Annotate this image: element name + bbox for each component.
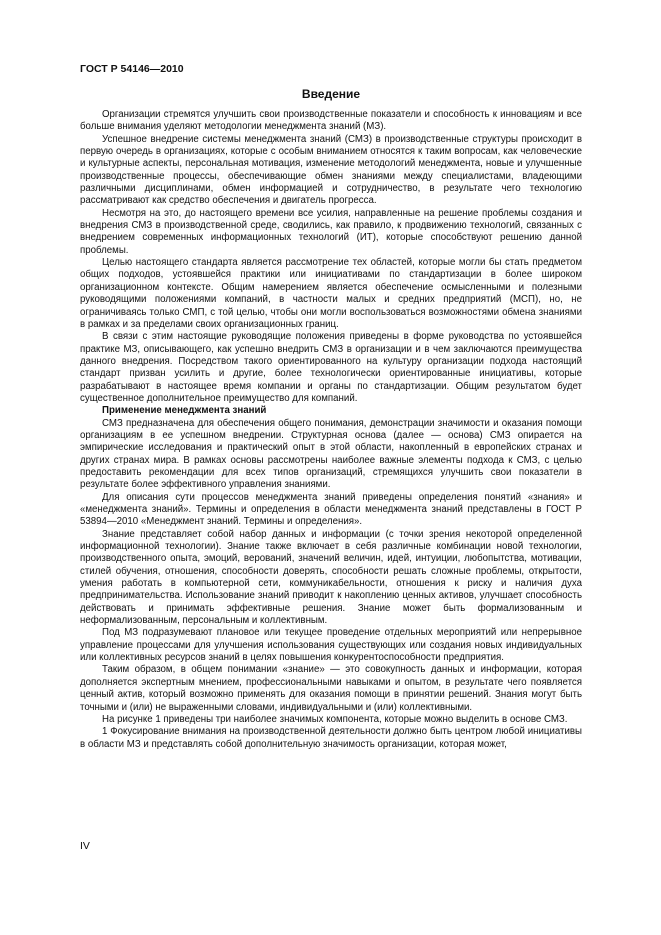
body-text xyxy=(80,109,582,751)
paragraph: Организации стремятся улучшить свои производственные показатели и способность к инновациям и все больше внимания уделяют методологии менеджмента знаний (МЗ). xyxy=(80,109,582,133)
paragraph: В связи с этим настоящие руководящие положения приведены в форме руководства по устоявшейся практике МЗ, описывающего, как успешно внедрить СМЗ в организации и в чем заключаются преимущества данного внедрения. Посредством такого ориентированного на культуру организации подхода настоящий стандарт призван усилить и другие, более технологически ориентированные инициативы, которые разрабатывают в настоящее время компании и органы по стандартизации. Общим результатом будет существенное дополнительное преимущество для компаний. xyxy=(80,331,582,404)
paragraph: На рисунке 1 приведены три наиболее значимых компонента, которые можно выделить в основе СМЗ. xyxy=(102,713,568,725)
paragraph: 1 Фокусирование внимания на производственной деятельности должно быть центром любой инициативы в области МЗ и представлять собой дополнительную значимость организации, которая может, xyxy=(80,726,582,750)
subheading: Применение менеджмента знаний xyxy=(102,405,267,417)
paragraph: Целью настоящего стандарта является рассмотрение тех областей, которые могли бы стать предметом общих подходов, устоявшейся практики или инициативами по стандартизации в более широком организационном контексте. Общим намерением является обеспечение осмысленными и полезными руководящими положениями компаний, в частности малых и средних предприятий (МСП), но, не ограничиваясь только СМП, с той целью, чтобы они могли воспользоваться возможностями обмена знаниями в рамках и за пределами своих организационных границ. xyxy=(80,257,582,330)
section-title: Введение xyxy=(301,87,361,101)
paragraph: Таким образом, в общем понимании «знание» — это совокупность данных и информации, которая дополняется экспертным мнением, профессиональными навыками и опытом, в результате чего появляется ценный актив, который возможно применять для оказания помощи в принятии решений. Знания могут быть точными и (или) не выраженными словами, индивидуальными и (или) коллективными. xyxy=(80,664,582,713)
paragraph: Знание представляет собой набор данных и информации (с точки зрения некоторой определенной информационной технологии). Знание также включает в себя различные комбинации новой технологии, производственного опыта, эмоций, верований, значений величин, идей, интуиции, любопытства, мотивации, стилей обучения, отношения, способности доверять, способности решать сложные проблемы, открытости, умения работать в компьютерной сети, коммуникабельности, отношения к риску и наличия духа предпринимательства. Использование знаний приводит к накоплению ценных активов, улучшает способность действовать и принимать эффективные решения. Знание может быть формализованным и неформализованным, персональным и коллективным. xyxy=(80,528,582,627)
paragraph: СМЗ предназначена для обеспечения общего понимания, демонстрации значимости и оказания помощи организациям в ее успешном внедрении. Структурная основа (далее — основа) СМЗ опирается на эмпирические исследования и практический опыт в этой области, накопленный в европейских странах и других странах мира. В рамках основы рассмотрены наиболее важные элементы подхода к СМЗ, с целью предоставить рекомендации для всех типов организаций, стремящихся улучшить свои показатели в результате более эффективного управления знаниями. xyxy=(80,417,582,491)
paragraph: Несмотря на это, до настоящего времени все усилия, направленные на решение проблемы создания и внедрения СМЗ в производственной среде, сводились, как правило, к продвижению технологий, связанных с внедрением современных информационных технологий (ИТ), которые способствуют решению данной проблемы. xyxy=(80,207,582,256)
paragraph: Под МЗ подразумевают плановое или текущее проведение отдельных мероприятий или непрерывное управление процессами для улучшения использования существующих или создания новых индивидуальных или коллективных ресурсов знаний в целях повышения конкурентоспособности предприятия. xyxy=(80,627,582,664)
page-number: IV xyxy=(80,840,90,852)
paragraph: Для описания сути процессов менеджмента знаний приведены определения понятий «знания» и «менеджмента знаний». Термины и определения в области менеджмента знаний представлены в ГОСТ Р 53894—2010 «Менеджмент знаний. Термины и определения». xyxy=(80,491,582,528)
paragraph: Успешное внедрение системы менеджмента знаний (СМЗ) в производственные структуры происходит в первую очередь в организациях, которые с особым вниманием относятся к таким вопросам, как человеческие и культурные аспекты, персональная мотивация, изменение методологий менеджмента, новые и улучшенные производственные процессы, обеспечивающие обмен знаниями между специалистами, владеющими различными дисциплинами, обмен информацией и сотрудничество, в результате чего технологию рассматривают как средство обеспечения и двигатель прогресса. xyxy=(80,133,582,207)
document-code: ГОСТ Р 54146—2010 xyxy=(80,63,184,75)
